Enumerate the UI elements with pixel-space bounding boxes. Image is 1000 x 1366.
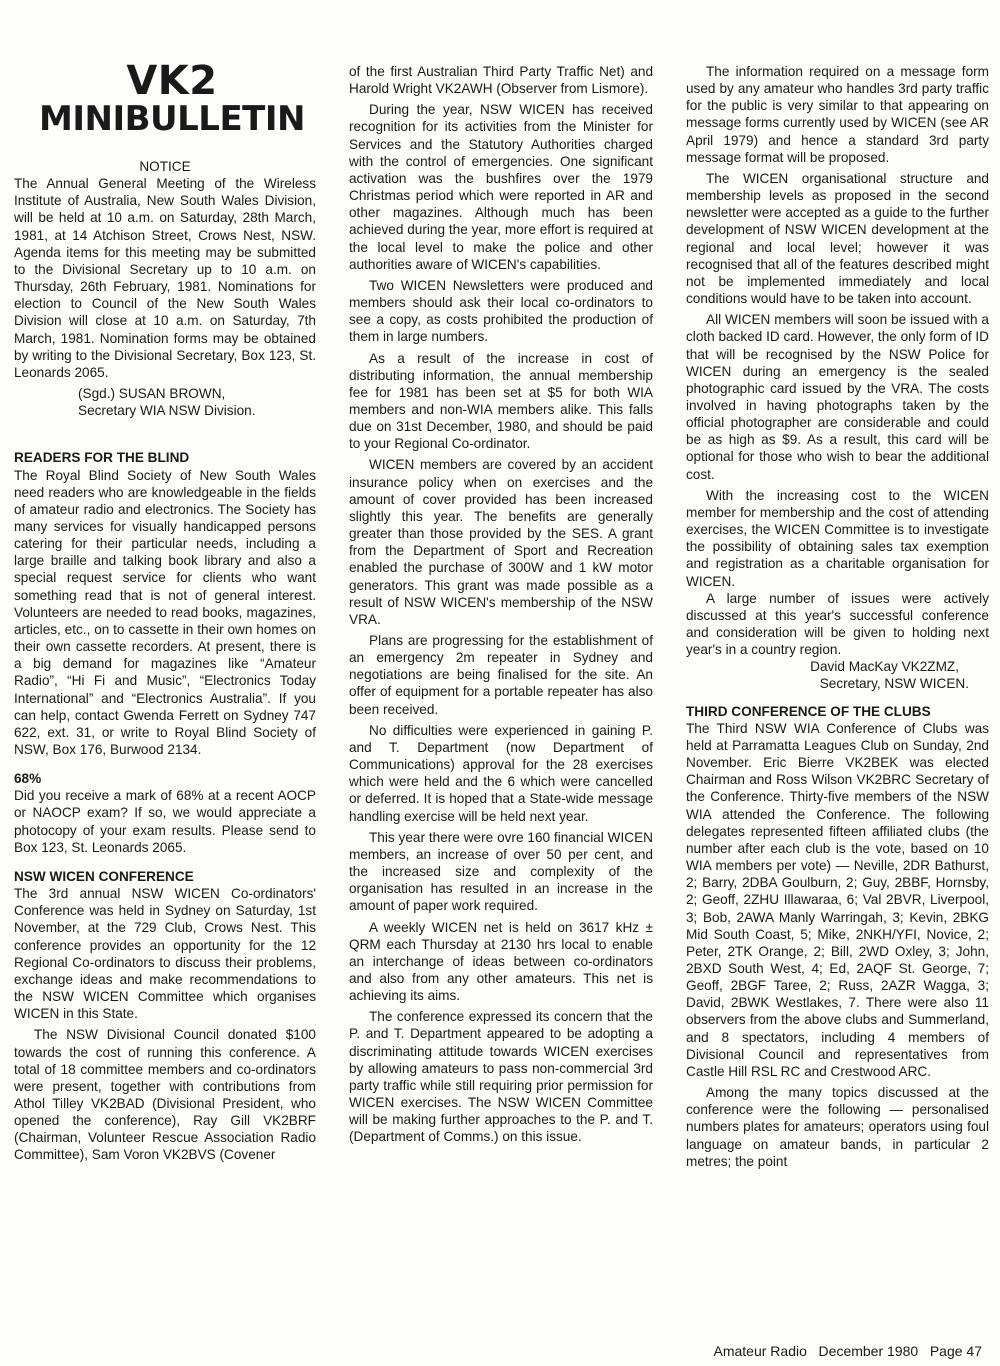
notice-signed: (Sgd.) SUSAN BROWN,: [78, 386, 226, 402]
notice-signed-title: Secretary WIA NSW Division.: [78, 403, 256, 419]
wicen-signature-title: Secretary, NSW WICEN.: [819, 676, 969, 692]
wicen-signature-name: David MacKay VK2ZMZ,: [810, 659, 959, 675]
wicen-p7: Plans are progressing for the establishment of an emergency 2m repeater in Sydney and negotiations are being finalised for the site. An offer of equipment for a portable repeater has also been received.: [349, 633, 653, 717]
wicen-p12: The information required on a message form used by any amateur who handles 3rd party traffic for the public is very similar to that appearing on message forms currently used by WICEN (see AR April 1979) and hence a standard 3rd party message format will be proposed.: [686, 64, 989, 165]
notice-body: The Annual General Meeting of the Wireless Institute of Australia, New South Wales Division, will be held at 10 a.m. on Saturday, 28th March, 1981, at 14 Atchison Street, Crows Nest, NSW. Agenda items for this meeting may be submitted to the Divisional Secretary up to 10 a.m. on Thursday, 26th February, 1981. Nominations for election to Council of the New South Wales Division will close at 10 a.m. on Saturday, 7th March, 1981. Nomination forms may be obtained by writing to the Divisional Secretary, Box 123, St. Leonards 2065.: [14, 176, 316, 380]
notice-title: NOTICE: [139, 159, 191, 174]
wicen-p13: The WICEN organisational structure and membership levels as proposed in the second newsletter were accepted as a guide to the further development of NSW WICEN development at the regional and local level; however it was recognised that all of the features described might not be implemented immediately and local conditions would have to be taken into account.: [686, 170, 989, 307]
readers-body: The Royal Blind Society of New South Wales need readers who are knowledgeable in the fields of amateur radio and electronics. The Society has many services for visually handicapped persons catering for their particular needs, including a large braille and talking book library and also a special request service for clients who want something read that is not of general interest. Volunteers are needed to read books, magazines, articles, etc., on to cassette in their own homes on their own cassette recorders. At present, there is a big demand for magazines like “Amateur Radio”, “Hi Fi and Music”, “Electronics Today International” and “Electronics Australia”. If you can help, contact Gwenda Ferrett on Sydney 747 622, ext. 31, or write to Royal Blind Society of NSW, Box 176, Burwood 2134.: [14, 467, 316, 757]
readers-heading: READERS FOR THE BLIND: [14, 450, 190, 466]
masthead-line1: VK2: [126, 58, 218, 104]
wicen-p10: A weekly WICEN net is held on 3617 kHz ± QRM each Thursday at 2130 hrs local to enable an interchange of ideas between co-ordinators and also from any other amateurs. This net is achieving its aims.: [349, 919, 653, 1004]
wicen-p8: No difficulties were experienced in gaining P. and T. Department (now Department of Communications) approval for the 28 exercises which were held and the 6 which were cancelled or deferred. It is hoped that a State-wide message handling exercise will be held next year.: [349, 722, 653, 824]
wicen-p9: This year there were ovre 160 financial WICEN members, an increase of over 50 per cent, and the increased size and complexity of the organisation has resulted in an increase in the amount of paper work required.: [349, 829, 653, 914]
wicen-heading: NSW WICEN CONFERENCE: [14, 868, 194, 884]
clubs-heading: THIRD CONFERENCE OF THE CLUBS: [686, 703, 931, 719]
wicen-p2-cont: of the first Australian Third Party Traffic Net) and Harold Wright VK2AWH (Observer from Lismore).: [349, 64, 653, 97]
column-1: [14, 58, 316, 1164]
wicen-p16: A large number of issues were actively discussed at this year's successful conference and consideration will be given to holding next year's in a country region.: [686, 590, 989, 658]
masthead: [28, 58, 316, 139]
wicen-p6: WICEN members are covered by an accident insurance policy when on exercises and the amount of cover provided has been increased slightly this year. The benefits are generally greater than those provided by the SES. A grant from the Department of Sport and Recreation enabled the purchase of 300W and 1 kW motor generators. This grant was made possible as a result of NSW WICEN's membership of the NSW VRA.: [349, 457, 653, 627]
clubs-p1: The Third NSW WIA Conference of Clubs was held at Parramatta Leagues Club on Sunday, 2nd November. Eric Bierre VK2BEK was elected Chairman and Ross Wilson VK2BRC Secretary of the Conference. Thirty-five members of the NSW WIA attended the Conference. The following delegates represented fifteen affiliated clubs (the number after each club is the vote, based on 10 WIA members per vote) — Neville, 2DR Bathurst, 2; Barry, 2DBA Goulburn, 2; Guy, 2BBF, Hornsby, 2; Geoff, 2ZHU Illawaraa, 6; Val 2BVR, Liverpool, 3; Bob, 2AWA Manly Warringah, 3; Kevin, 2BKG Mid South Coast, 5; Mike, 2NKH/YFI, Novice, 2; Peter, 2TK Orange, 2; Bill, 2WD Oxley, 3; John, 2BXD South West, 4; Ed, 2AQF St. George, 7; Geoff, 2BGF Taree, 2; Russ, 2AZR Wagga, 3; David, 2BWK Westlakes, 7. There were also 11 observers from the above clubs and Summerland, and 8 spectators, including 4 members of Divisional Council and representatives from Castle Hill RSL RC and Crestwood ARC.: [686, 720, 989, 1079]
wicen-p1: The 3rd annual NSW WICEN Co-ordinators' Conference was held in Sydney on Saturday, 1st November, at the 729 Club, Crows Nest. This conference provides an opportunity for the 12 Regional Co-ordinators to discuss their problems, exchange ideas and make recommendations to the NSW WICEN Committee which organises WICEN in this State.: [14, 886, 316, 1022]
page-footer: Amateur Radio December 1980 Page 47: [713, 1343, 982, 1359]
pct-body: Did you receive a mark of 68% at a recent AOCP or NAOCP exam? If so, we would appreciate a photocopy of your exam results. Please send to Box 123, St. Leonards 2065.: [14, 788, 316, 855]
wicen-p11: The conference expressed its concern that the P. and T. Department appeared to be adopting a discriminating attitude towards WICEN exercises by allowing amateurs to pass non-commercial 3rd party traffic while still requiring prior permission for WICEN exercises. The NSW WICEN Committee will be making further approaches to the P. and T. (Department of Comms.) on this issue.: [349, 1009, 653, 1145]
wicen-p2: The NSW Divisional Council donated $100 towards the cost of running this conference. A total of 18 committee members and co-ordinators were present, together with contributions from Athol Tilley VK2BAD (Divisional President, who opened the conference), Ray Gill VK2BRF (Chairman, Volunteer Rescue Association Radio Committee), Sam Voron VK2BVS (Covener: [14, 1027, 316, 1163]
column-2: [349, 63, 653, 1146]
pct-heading: 68%: [14, 771, 42, 787]
wicen-p14: All WICEN members will soon be issued with a cloth backed ID card. However, the only form of ID that will be recognised by the NSW Police for WICEN during an emergency is the sealed photographic card issued by the VRA. The costs involved in having photographs taken by the official photographer are considerable and could be as high as $9. As a result, this card will be optional for those who wish to bear the additional cost.: [686, 312, 989, 482]
wicen-p3: During the year, NSW WICEN has received recognition for its activities from the Minister for Services and the Statutory Authorities charged with the control of emergencies. One significant activation was the bushfires over the 1979 Christmas period which were reported in AR and other magazines. Although much has been achieved during the year, more effort is required at the local level to make the police and other authorities aware of WICEN's capabilities.: [349, 102, 653, 272]
column-3: [686, 63, 989, 1170]
masthead-line2: MINIBULLETIN: [39, 99, 305, 139]
clubs-p2: Among the many topics discussed at the conference were the following — personalised numbers plates for amateurs; operators using foul language on amateur bands, in particular 2 metres; the point: [686, 1085, 989, 1169]
wicen-p5: As a result of the increase in cost of distributing information, the annual membership fee for 1981 has been set at $5 for both WIA members and non-WIA members alike. This falls due on 31st December, 1980, and should be paid to your Regional Co-ordinator.: [349, 350, 653, 452]
wicen-p4: Two WICEN Newsletters were produced and members should ask their local co-ordinators to see a copy, as costs prohibited the production of them in large numbers.: [349, 277, 653, 345]
wicen-p15: With the increasing cost to the WICEN member for membership and the cost of attending exercises, the WICEN Committee is to investigate the possibility of obtaining sales tax exemption and registration as a charitable organisation for WICEN.: [686, 487, 989, 589]
